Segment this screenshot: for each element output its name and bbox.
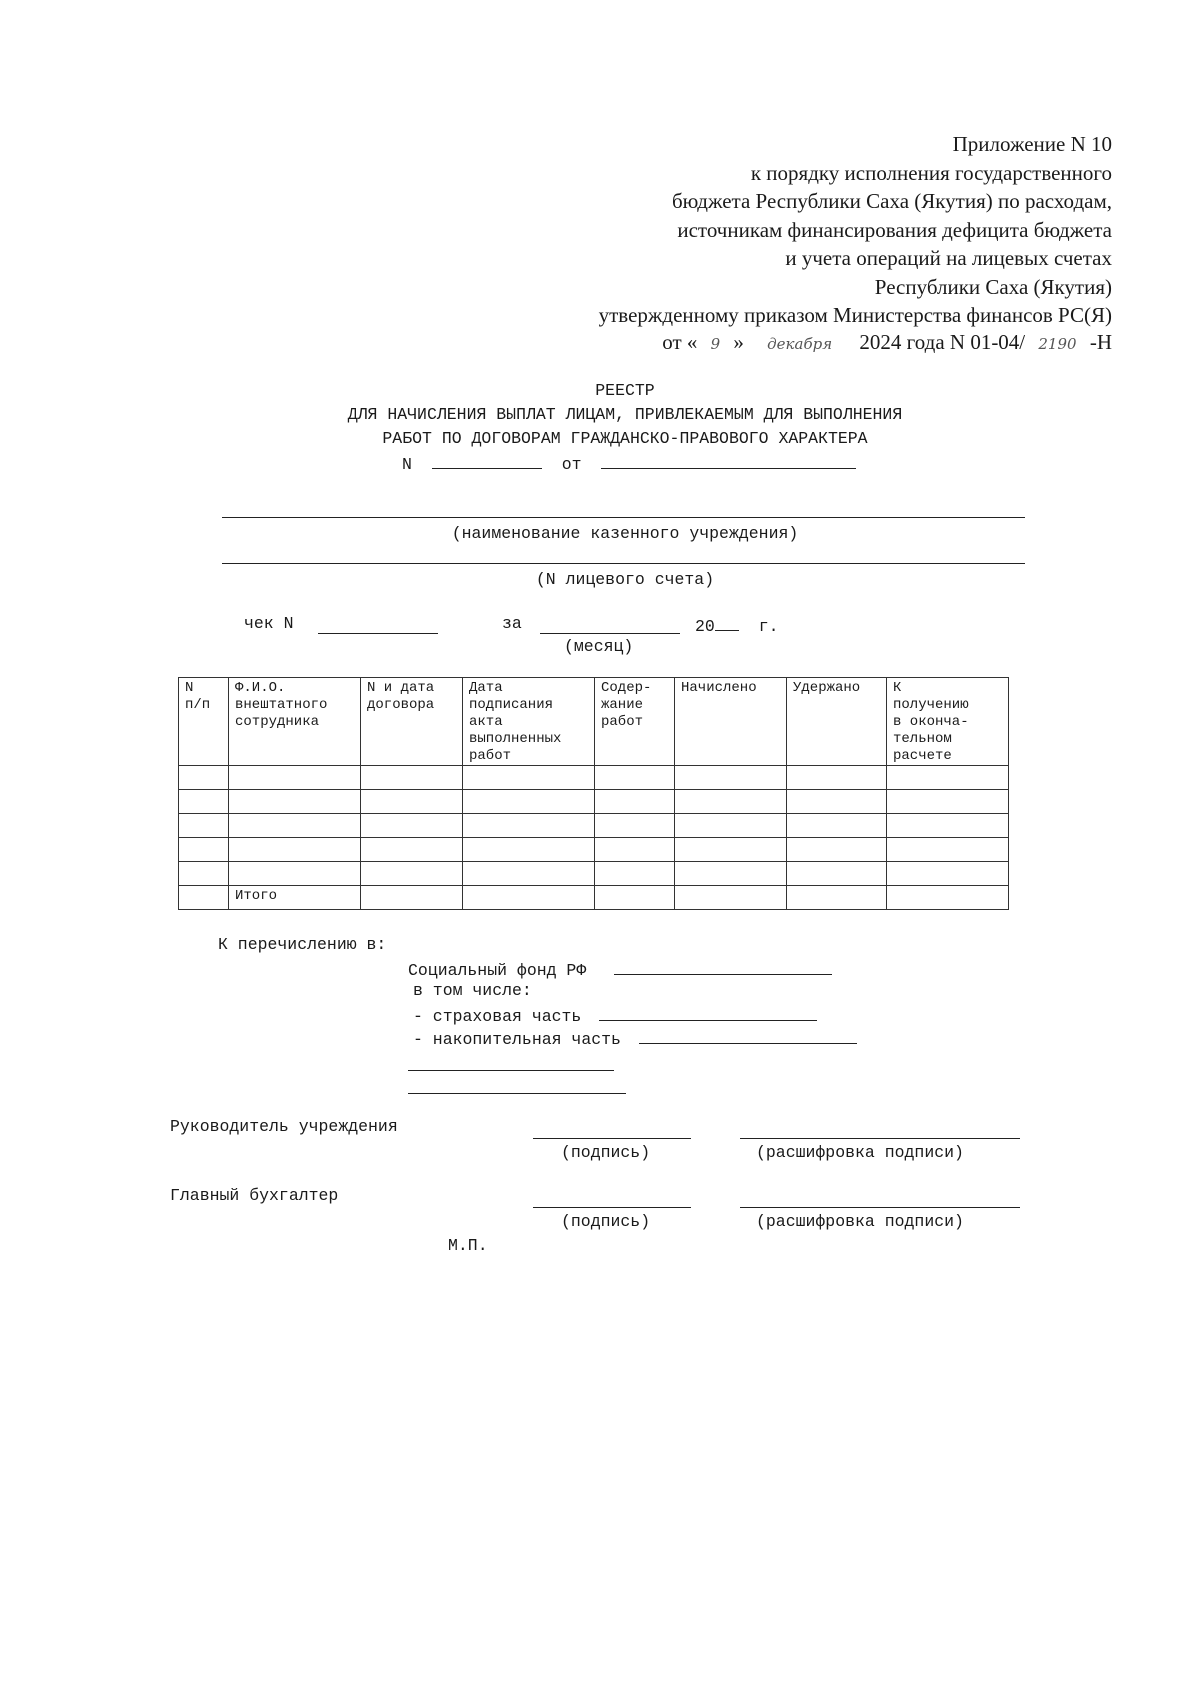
table-cell[interactable] [361, 790, 463, 814]
header-full-name: Ф.И.О. внештатного сотрудника [229, 678, 361, 766]
table-total-row [179, 886, 1009, 910]
header-accrued: Начислено [675, 678, 787, 766]
from-label: от [561, 455, 582, 474]
table-cell[interactable] [361, 814, 463, 838]
year-field[interactable] [715, 614, 739, 631]
table-cell[interactable] [229, 814, 361, 838]
accountant-label: Главный бухгалтер [170, 1186, 339, 1205]
header-contract: N и дата договора [361, 678, 463, 766]
head-label: Руководитель учреждения [170, 1117, 398, 1136]
table-cell[interactable] [787, 790, 887, 814]
table-cell[interactable] [595, 838, 675, 862]
number-field[interactable] [432, 452, 542, 469]
table-cell[interactable] [463, 886, 595, 910]
year-prefix: 20 [695, 617, 715, 636]
table-cell[interactable] [675, 766, 787, 790]
header-act-date: Дата подписания акта выполненных работ [463, 678, 595, 766]
order-number: 2190 [1038, 335, 1077, 353]
table-cell[interactable] [887, 862, 1009, 886]
appendix-line: источникам финансирования дефицита бюджета [677, 217, 1112, 242]
head-signature-field[interactable] [533, 1138, 691, 1139]
table-cell[interactable] [179, 790, 229, 814]
extra-transfer-field-2[interactable] [408, 1093, 626, 1094]
table-row [179, 766, 1009, 790]
table-cell[interactable] [179, 814, 229, 838]
accumulative-row [413, 1027, 857, 1049]
head-signature-caption: (подпись) [561, 1143, 651, 1162]
check-number-label: чек N [244, 614, 294, 633]
insurance-row [413, 1004, 817, 1026]
table-cell[interactable] [887, 838, 1009, 862]
table-cell[interactable] [787, 814, 887, 838]
table-cell[interactable] [361, 766, 463, 790]
order-suffix: -Н [1089, 330, 1112, 354]
table-cell[interactable] [675, 790, 787, 814]
appendix-line: бюджета Республики Саха (Якутия) по расходам, [672, 189, 1112, 213]
total-label: Итого [229, 886, 361, 910]
header-withheld: Удержано [787, 678, 887, 766]
social-fund-field[interactable] [614, 958, 832, 975]
date-year: 2024 года N 01-04/ [859, 330, 1026, 354]
table-cell[interactable] [887, 766, 1009, 790]
accountant-decoding-field[interactable] [740, 1207, 1020, 1208]
order-date-line [662, 330, 1112, 355]
table-cell[interactable] [787, 766, 887, 790]
table-cell[interactable] [675, 838, 787, 862]
table-cell[interactable] [179, 838, 229, 862]
table-cell[interactable] [229, 790, 361, 814]
table-cell[interactable] [229, 838, 361, 862]
table-cell[interactable] [179, 886, 229, 910]
table-cell[interactable] [787, 886, 887, 910]
table-cell[interactable] [463, 766, 595, 790]
table-cell[interactable] [887, 886, 1009, 910]
appendix-line: Республики Саха (Якутия) [874, 274, 1112, 299]
table-cell[interactable] [463, 838, 595, 862]
table-cell[interactable] [361, 838, 463, 862]
accountant-decoding-caption: (расшифровка подписи) [756, 1212, 964, 1231]
table-cell[interactable] [229, 862, 361, 886]
stamp-place: М.П. [448, 1236, 488, 1255]
registry-table [178, 677, 1009, 910]
insurance-label: - страховая часть [413, 1007, 582, 1026]
appendix-line: и учета операций на лицевых счетах [785, 246, 1112, 270]
table-row [179, 862, 1009, 886]
registry-date-field[interactable] [601, 452, 856, 469]
table-cell[interactable] [463, 790, 595, 814]
appendix-line: утвержденному приказом Министерства финансов РС(Я) [598, 303, 1112, 327]
table-cell[interactable] [595, 766, 675, 790]
transfer-heading: К перечислению в: [218, 935, 387, 954]
appendix-header [412, 130, 1112, 330]
month-field[interactable] [540, 633, 680, 634]
table-row [179, 814, 1009, 838]
table-row [179, 838, 1009, 862]
document-subtitle-line2: РАБОТ ПО ДОГОВОРАМ ГРАЖДАНСКО-ПРАВОВОГО ХАРАКТЕРА [382, 429, 868, 448]
account-caption: (N лицевого счета) [535, 570, 715, 589]
table-cell[interactable] [595, 862, 675, 886]
accountant-signature-caption: (подпись) [561, 1212, 651, 1231]
institution-caption: (наименование казенного учреждения) [451, 524, 799, 543]
registry-number-row [402, 452, 856, 474]
date-prefix: от « [662, 330, 698, 354]
table-cell[interactable] [675, 862, 787, 886]
table-cell[interactable] [361, 886, 463, 910]
extra-transfer-field-1[interactable] [408, 1070, 614, 1071]
table-cell[interactable] [463, 862, 595, 886]
header-work-content: Содер- жание работ [595, 678, 675, 766]
table-cell[interactable] [787, 862, 887, 886]
header-to-receive: К получению в оконча- тельном расчете [887, 678, 1009, 766]
appendix-line: к порядку исполнения государственного [750, 160, 1112, 185]
table-cell[interactable] [361, 862, 463, 886]
table-cell[interactable] [595, 814, 675, 838]
institution-name-field[interactable] [222, 517, 1025, 518]
head-decoding-caption: (расшифровка подписи) [756, 1143, 964, 1162]
head-decoding-field[interactable] [740, 1138, 1020, 1139]
account-number-field[interactable] [222, 563, 1025, 564]
header-row-number: N п/п [179, 678, 229, 766]
number-label: N [402, 455, 412, 474]
table-cell[interactable] [463, 814, 595, 838]
including-label: в том числе: [413, 981, 532, 1000]
date-quote-close: » [733, 330, 744, 354]
date-month: декабря [767, 335, 833, 353]
month-caption: (месяц) [564, 637, 634, 656]
table-cell[interactable] [179, 862, 229, 886]
table-header-row [179, 678, 1009, 766]
table-cell[interactable] [179, 766, 229, 790]
for-label: за [502, 614, 522, 633]
accumulative-field[interactable] [639, 1027, 857, 1044]
date-day: 9 [710, 335, 721, 353]
table-cell[interactable] [887, 790, 1009, 814]
table-cell[interactable] [887, 814, 1009, 838]
table-cell[interactable] [787, 838, 887, 862]
social-fund-label: Социальный фонд РФ [408, 961, 587, 980]
year-suffix: г. [758, 617, 779, 636]
check-number-field[interactable] [318, 633, 438, 634]
table-cell[interactable] [595, 886, 675, 910]
accumulative-label: - накопительная часть [413, 1030, 621, 1049]
appendix-line: Приложение N 10 [952, 132, 1112, 156]
table-cell[interactable] [595, 790, 675, 814]
document-title: РЕЕСТР [595, 381, 655, 400]
table-row [179, 790, 1009, 814]
document-subtitle-line1: ДЛЯ НАЧИСЛЕНИЯ ВЫПЛАТ ЛИЦАМ, ПРИВЛЕКАЕМЫМ ДЛЯ ВЫПОЛНЕНИЯ [347, 405, 903, 424]
table-cell[interactable] [675, 886, 787, 910]
year-field-row [695, 614, 779, 636]
table-cell[interactable] [675, 814, 787, 838]
social-fund-row [408, 958, 832, 980]
accountant-signature-field[interactable] [533, 1207, 691, 1208]
table-cell[interactable] [229, 766, 361, 790]
insurance-field[interactable] [599, 1004, 817, 1021]
